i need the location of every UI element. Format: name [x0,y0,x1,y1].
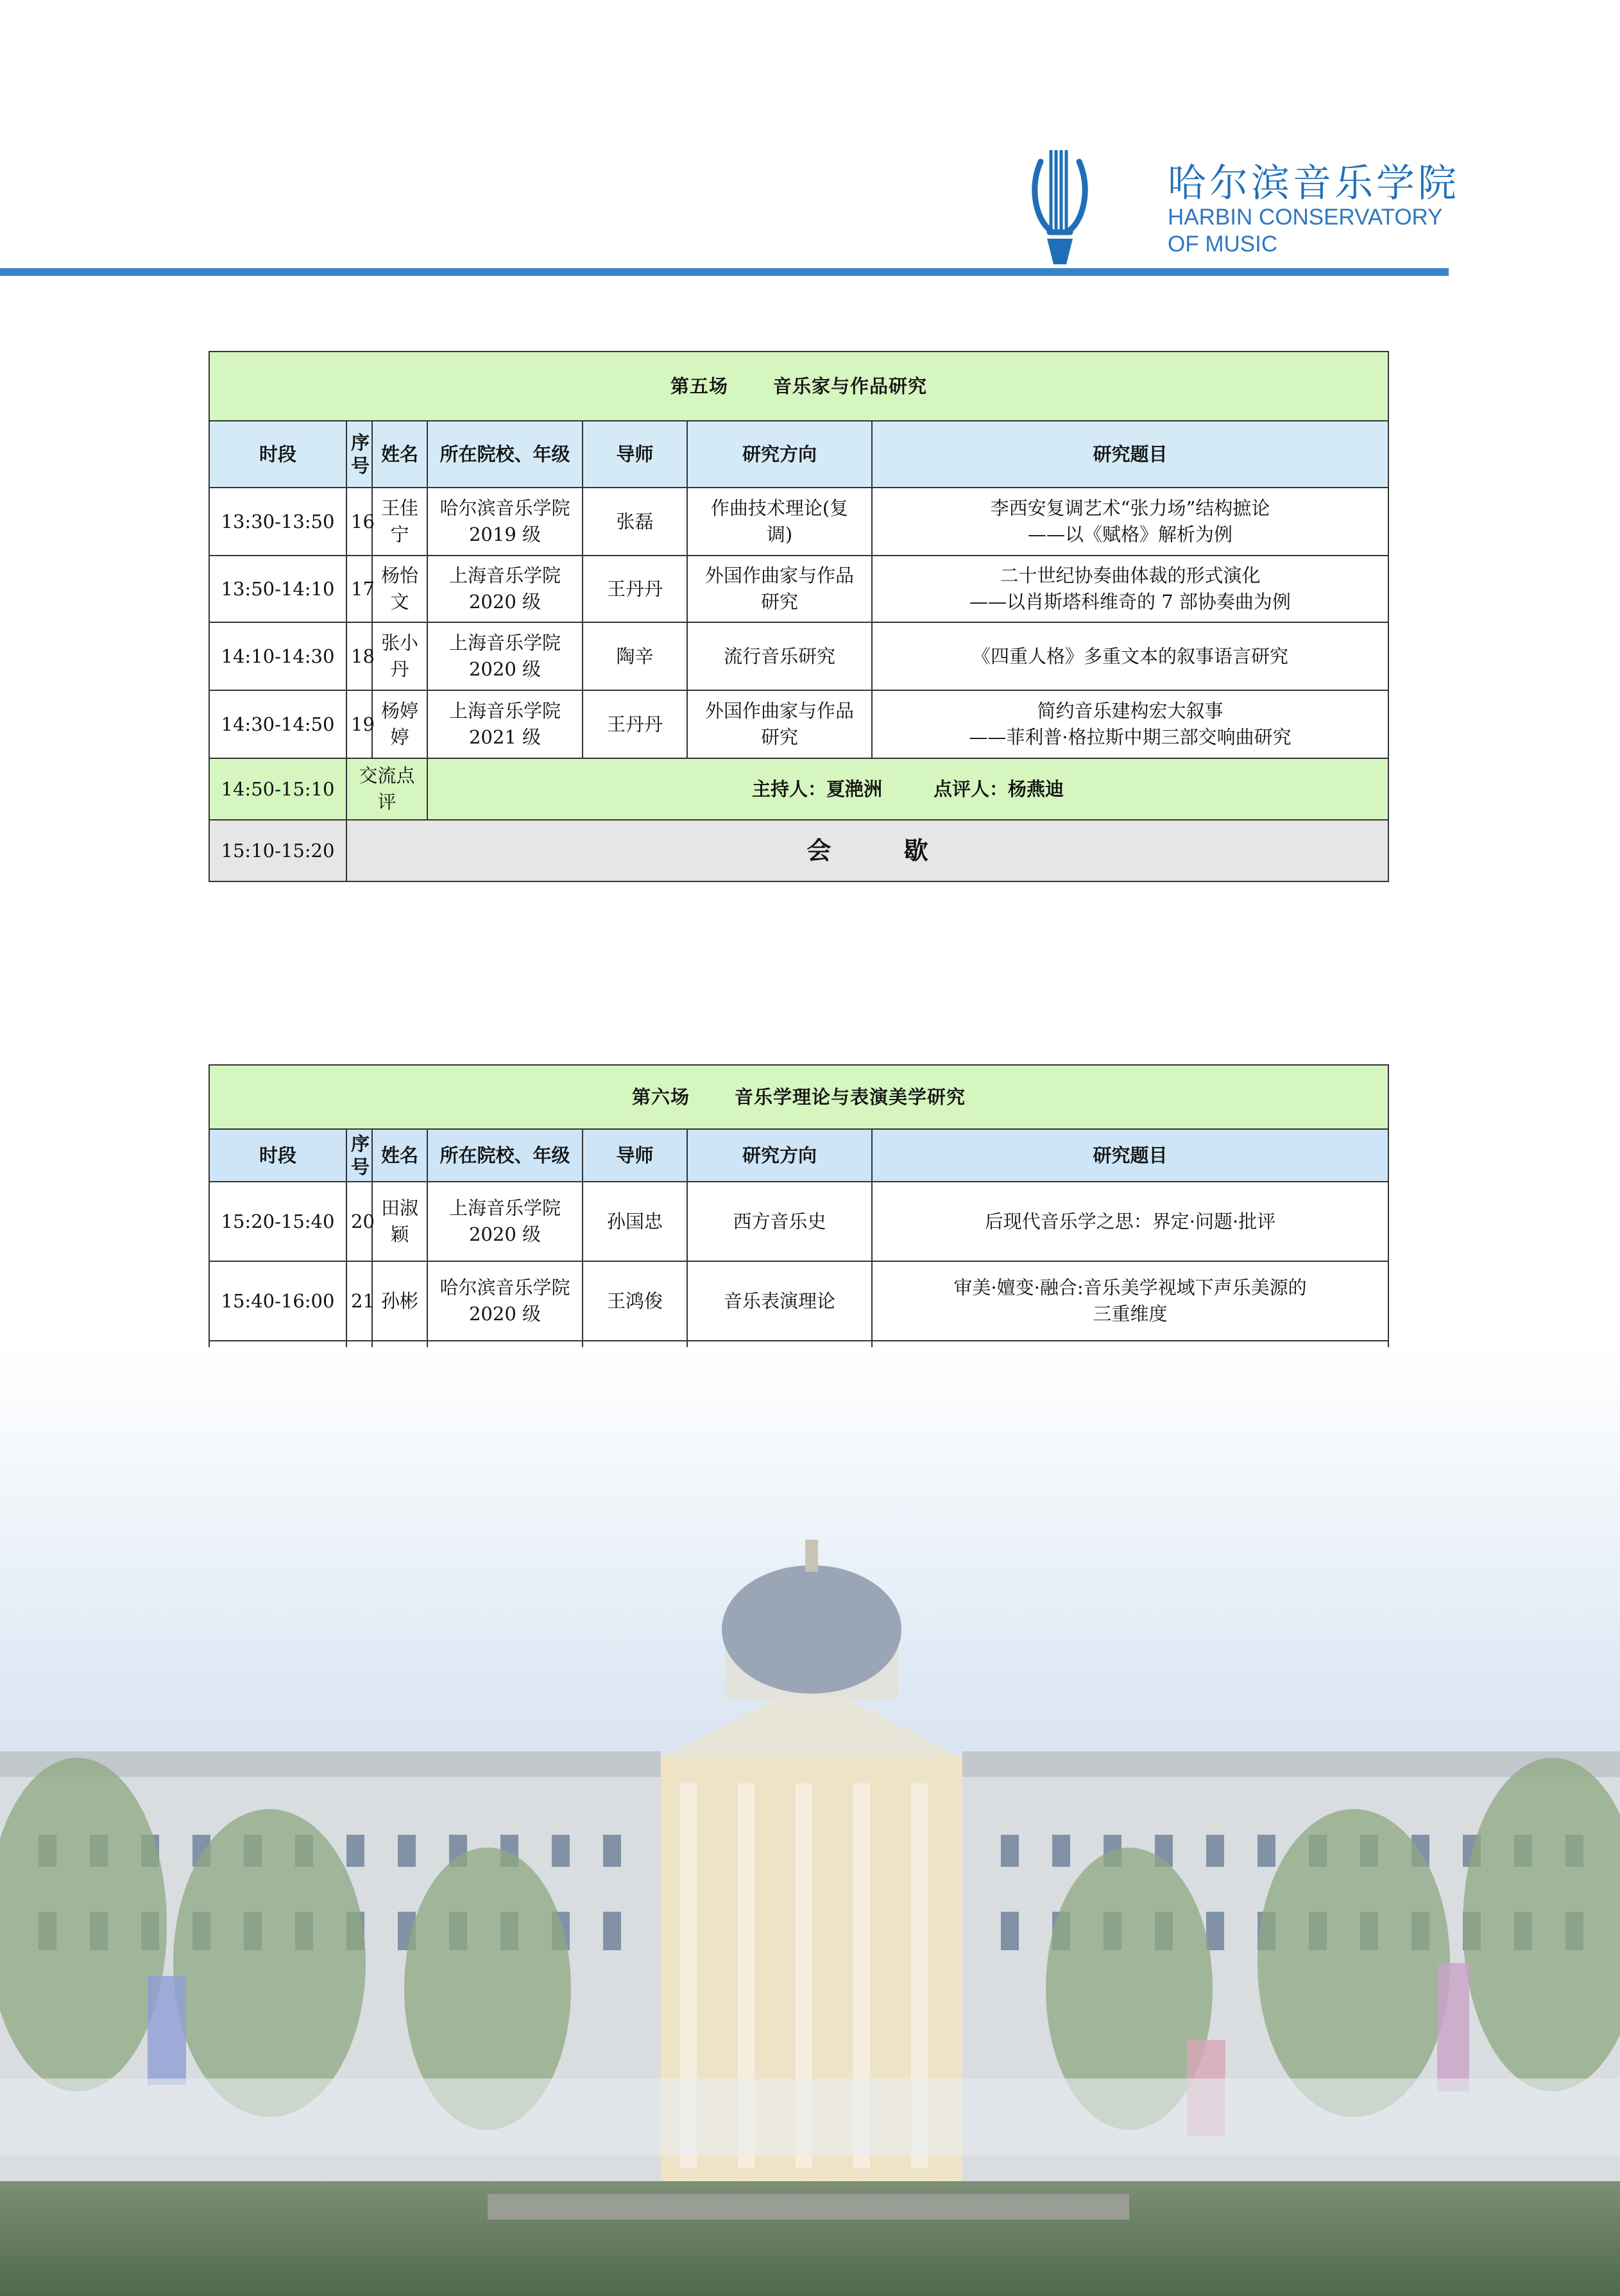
cell-time: 13:30-13:50 [209,488,346,556]
col-seq: 序号 [346,421,372,488]
topic-line: ——以肖斯塔科维奇的 7 部协奏曲为例 [969,591,1291,613]
table-row [209,690,1388,758]
lyre-icon [1034,142,1086,268]
break-row [209,820,1388,881]
direction-line: 外国作曲家与作品 [704,700,854,722]
break-label: 会 歇 [346,820,1388,881]
cell-seq: 21 [346,1261,372,1341]
cell-direction [687,488,872,556]
cell-seq: 18 [346,622,372,690]
school-name-en-line2: OF MUSIC [1168,232,1278,257]
grade-line: 2021 级 [468,726,541,748]
cell-seq: 16 [346,488,372,556]
school-name-en-line1: HARBIN CONSERVATORY [1168,205,1443,230]
cell-topic [872,556,1388,622]
session-title-row [209,1065,1388,1129]
session-no: 第五场 [670,375,728,397]
topic-line: 三重维度 [1093,1303,1168,1325]
school-line: 上海音乐学院 [448,632,561,654]
col-topic: 研究题目 [872,421,1388,488]
direction-line: 研究 [760,726,798,748]
session-no: 第六场 [631,1085,690,1108]
cell-topic: 后现代音乐学之思：界定·问题·批评 [872,1182,1388,1261]
grade-line: 2019 级 [468,523,541,545]
col-direction: 研究方向 [687,1129,872,1182]
review-people [427,758,1388,820]
review-row [209,758,1388,820]
session-title [209,352,1388,421]
table-row [209,1182,1388,1261]
cell-tutor: 张磊 [583,488,687,556]
host: 主持人：夏滟洲 [751,778,882,800]
cell-direction: 西方音乐史 [687,1182,872,1261]
cell-seq: 20 [346,1182,372,1261]
col-seq: 序号 [346,1129,372,1182]
campus-building-image [0,1347,1620,2296]
col-direction: 研究方向 [687,421,872,488]
direction-line: 调) [766,523,793,545]
cell-topic: 《四重人格》多重文本的叙事语言研究 [872,622,1388,690]
grade-line: 2020 级 [468,1223,541,1245]
col-tutor: 导师 [583,1129,687,1182]
cell-school [427,622,583,690]
cell-school [427,488,583,556]
table-header-row [209,1129,1388,1182]
col-tutor: 导师 [583,421,687,488]
topic-line: 简约音乐建构宏大叙事 [1037,700,1224,722]
header-rule [0,268,1449,276]
session-title [209,1065,1388,1129]
cell-time: 14:30-14:50 [209,690,346,758]
cell-seq: 19 [346,690,372,758]
topic-line: 李西安复调艺术“张力场”结构摭论 [990,497,1270,519]
school-line: 哈尔滨音乐学院 [439,497,570,519]
cell-tutor: 王鸿俊 [583,1261,687,1341]
cell-time: 14:10-14:30 [209,622,346,690]
cell-direction: 音乐表演理论 [687,1261,872,1341]
cell-time: 15:20-15:40 [209,1182,346,1261]
topic-line: ——以《赋格》解析为例 [1027,523,1232,545]
table-row [209,622,1388,690]
session-theme: 音乐家与作品研究 [773,375,928,397]
topic-line: 审美·嬗变·融合:音乐美学视域下声乐美源的 [953,1277,1307,1298]
col-topic: 研究题目 [872,1129,1388,1182]
col-time: 时段 [209,421,346,488]
direction-line: 外国作曲家与作品 [704,565,854,586]
cell-direction [687,690,872,758]
school-line: 上海音乐学院 [448,1197,561,1219]
cell-time: 13:50-14:10 [209,556,346,622]
school-line: 上海音乐学院 [448,565,561,586]
cell-topic [872,1261,1388,1341]
topic-line: 二十世纪协奏曲体裁的形式演化 [1000,565,1261,586]
session-theme: 音乐学理论与表演美学研究 [735,1085,966,1108]
table-header-row [209,421,1388,488]
cell-direction: 流行音乐研究 [687,622,872,690]
topic-line: ——菲利普·格拉斯中期三部交响曲研究 [969,726,1292,748]
cell-seq: 17 [346,556,372,622]
review-label: 交流点评 [346,758,427,820]
direction-line: 作曲技术理论(复 [710,497,849,519]
grade-line: 2020 级 [468,591,541,613]
cell-name: 杨婷婷 [372,690,427,758]
table-row [209,488,1388,556]
cell-name: 杨怡文 [372,556,427,622]
table-row [209,1261,1388,1341]
grade-line: 2020 级 [468,658,541,680]
school-name-en [1168,204,1443,258]
school-line: 哈尔滨音乐学院 [439,1277,570,1298]
cell-time: 15:40-16:00 [209,1261,346,1341]
review-time: 14:50-15:10 [209,758,346,820]
col-school: 所在院校、年级 [427,1129,583,1182]
break-time: 15:10-15:20 [209,820,346,881]
critic: 点评人：杨燕迪 [934,778,1064,800]
school-line: 上海音乐学院 [448,700,561,722]
col-school: 所在院校、年级 [427,421,583,488]
cell-name: 王佳宁 [372,488,427,556]
cell-tutor: 陶辛 [583,622,687,690]
cell-direction [687,556,872,622]
grade-line: 2020 级 [468,1303,541,1325]
cell-school [427,556,583,622]
cell-school [427,1182,583,1261]
cell-school [427,690,583,758]
cell-topic [872,488,1388,556]
cell-tutor: 孙国忠 [583,1182,687,1261]
direction-line: 研究 [760,591,798,613]
cell-tutor: 王丹丹 [583,690,687,758]
table-row [209,556,1388,622]
col-name: 姓名 [372,1129,427,1182]
cell-tutor: 王丹丹 [583,556,687,622]
cell-topic [872,690,1388,758]
col-time: 时段 [209,1129,346,1182]
session-title-row [209,352,1388,421]
session-5-table [209,351,1389,882]
col-name: 姓名 [372,421,427,488]
cell-school [427,1261,583,1341]
school-name-cn: 哈尔滨音乐学院 [1168,161,1460,206]
cell-name: 孙彬 [372,1261,427,1341]
cell-name: 田淑颖 [372,1182,427,1261]
cell-name: 张小丹 [372,622,427,690]
